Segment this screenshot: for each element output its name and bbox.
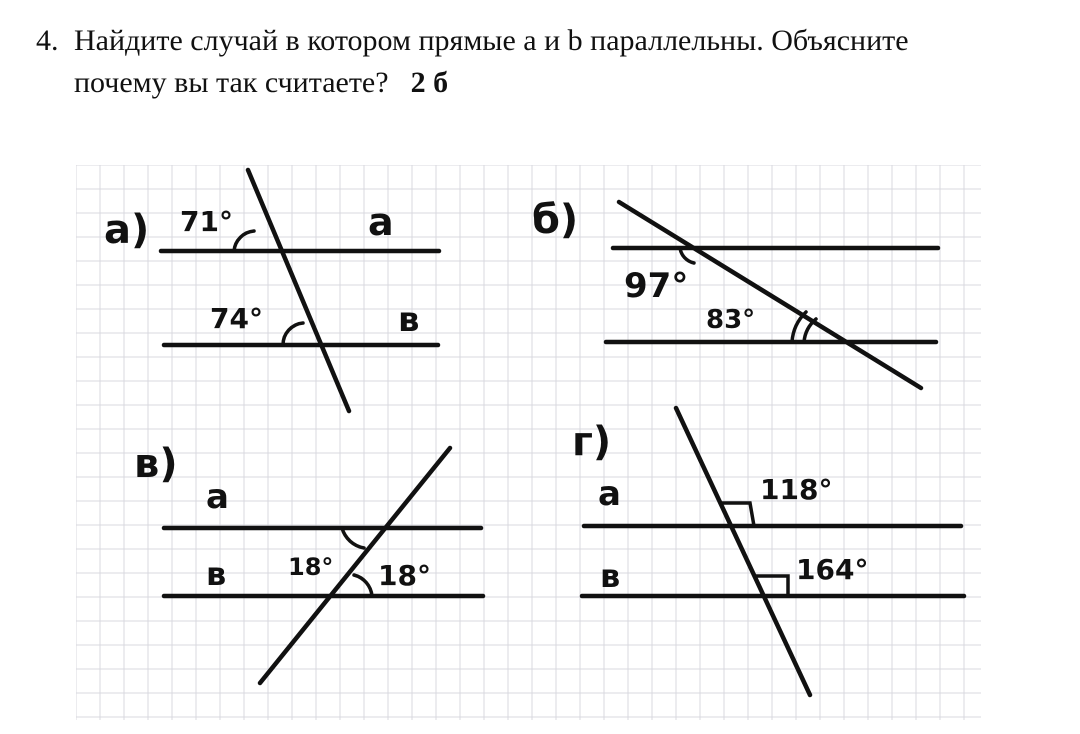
figure-a-line-b-label: в (398, 300, 420, 340)
figure-v-line-b-label: в (206, 555, 227, 593)
task-question-cont: почему вы так считаете? (74, 66, 389, 99)
task-question: Найдите случай в котором прямые a и b параллельны. Объясните (74, 24, 909, 57)
figure-g-angle-top: 118° (760, 473, 833, 506)
figure-b-angle-left: 97° (624, 266, 689, 306)
figure-svg (76, 165, 981, 720)
figure-g-line-b-label: в (600, 557, 621, 595)
figure-v-angle-right: 18° (378, 559, 431, 592)
figure-v-arc-right (354, 575, 372, 596)
figure-g-angle-bottom: 164° (796, 553, 869, 586)
figure-v-label: в) (134, 441, 178, 487)
figure-v-angle-left: 18° (288, 553, 334, 581)
figure-a (104, 170, 439, 411)
figure-v-arc-left (342, 528, 364, 548)
figure-g-transversal (676, 408, 810, 695)
figure-b-arc-bottom-2 (804, 319, 816, 342)
figure-a-line-a-label: a (368, 200, 394, 244)
figure-v-line-a-label: a (206, 477, 229, 517)
figure-g-label: г) (572, 419, 612, 465)
figure-b-angle-right: 83° (706, 305, 756, 335)
task-text (36, 20, 1046, 104)
figure-a-label: а) (104, 207, 150, 253)
figure-a-transversal (248, 170, 349, 411)
geometry-figure (76, 165, 981, 720)
task-line-1 (36, 20, 1046, 62)
figure-b-label: б) (532, 197, 579, 243)
figure-a-angle-bottom: 74° (210, 302, 263, 335)
figure-g-line-a-label: a (598, 474, 621, 514)
figure-a-angle-top: 71° (180, 205, 233, 238)
figure-b (532, 197, 938, 388)
figure-a-arc-bottom (283, 323, 303, 345)
figure-g (572, 408, 964, 695)
task-line-2 (36, 62, 1046, 104)
task-points: 2 б (410, 66, 449, 99)
task-number: 4. (36, 24, 59, 57)
